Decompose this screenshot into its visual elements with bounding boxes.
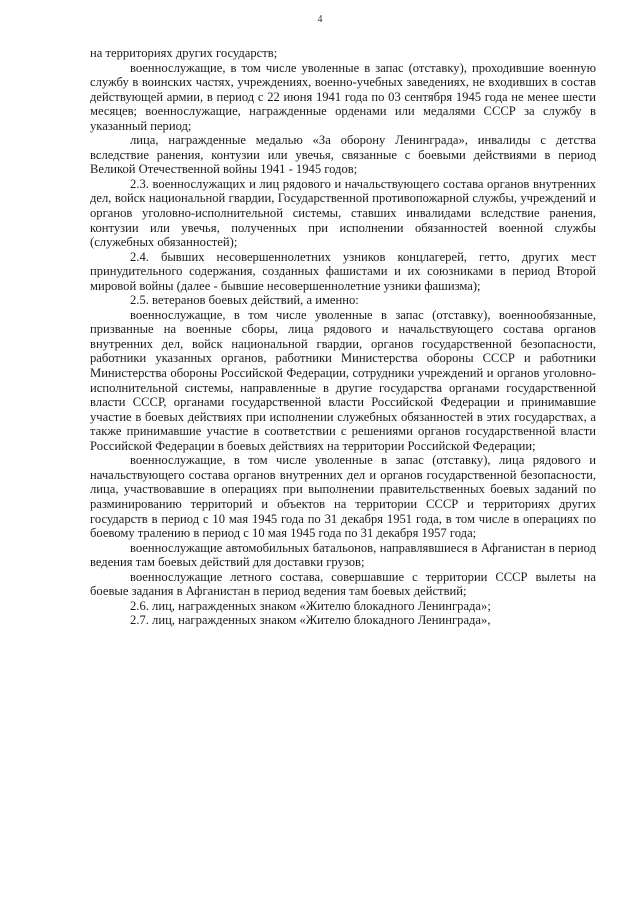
paragraph: военнослужащие летного состава, совершавшие с территории СССР вылеты на боевые задания в Афганистан в период ведения там боевых действий; — [90, 569, 596, 599]
page-number: 4 — [317, 14, 323, 25]
paragraph: военнослужащие, в том числе уволенные в запас (отставку), военнообязанные, призванные на военные сборы, лица рядового и начальствующего состава органов внутренних дел, войск национальной гвардии, органов государственной безопасности, работники указанных органов, работники Министерства обороны СССР и работники Министерства обороны Российской Федерации, сотрудники учреждений и органов уголовно-исполнительной системы, направленные в другие государства органами государственной власти СССР, органами государственной власти Российской Федерации и принимавшие участие в боевых действиях при исполнении служебных обязанностей в этих государствах, а также принимавшие участие в соответствии с решениями органов государственной власти Российской Федерации в боевых действиях на территории Российской Федерации; — [90, 307, 596, 453]
document-body — [90, 46, 596, 628]
paragraph: 2.6. лиц, награжденных знаком «Жителю блокадного Ленинграда»; — [130, 598, 491, 613]
paragraph: лица, награжденные медалью «За оборону Ленинграда», инвалиды с детства вследствие ранения, контузии или увечья, связанные с боевыми действиями в период Великой Отечественной войны 1941 - 1945 годов; — [90, 133, 596, 177]
paragraph: 2.5. ветеранов боевых действий, а именно: — [130, 293, 359, 308]
paragraph: 2.3. военнослужащих и лиц рядового и начальствующего состава органов внутренних дел, войск национальной гвардии, Государственной противопожарной службы, учреждений и органов уголовно-исполнительной системы, ставших инвалидами вследствие ранения, контузии или увечья, полученных при исполнении обязанностей военной службы (служебных обязанностей); — [90, 176, 596, 250]
paragraph: военнослужащие автомобильных батальонов, направлявшиеся в Афганистан в период ведения там боевых действий для доставки грузов; — [90, 540, 596, 570]
paragraph: на территориях других государств; — [90, 46, 278, 60]
paragraph: военнослужащие, в том числе уволенные в запас (отставку), проходившие военную службу в воинских частях, учреждениях, военно-учебных заведениях, не входивших в состав действующей армии, в период с 22 июня 1941 года по 03 сентября 1945 года не менее шести месяцев; военнослужащие, награжденные орденами или медалями СССР за службу в указанный период; — [90, 60, 596, 133]
paragraph: 2.7. лиц, награжденных знаком «Жителю блокадного Ленинграда», — [130, 613, 491, 628]
paragraph: военнослужащие, в том числе уволенные в запас (отставку), лица рядового и начальствующего состава органов внутренних дел и органов государственной безопасности, лица, участвовавшие в операциях при выполнении правительственных боевых заданий по разминированию территорий и объектов на территории СССР и территориях других государств в период с 10 мая 1945 года по 31 декабря 1951 года, в том числе в операциях по боевому тралению в период с 10 мая 1945 года по 31 декабря 1957 года; — [90, 453, 596, 541]
paragraph: 2.4. бывших несовершеннолетних узников концлагерей, гетто, других мест принудительного содержания, созданных фашистами и их союзниками в период Второй мировой войны (далее - бывшие несовершеннолетние узники фашизма); — [90, 249, 596, 293]
